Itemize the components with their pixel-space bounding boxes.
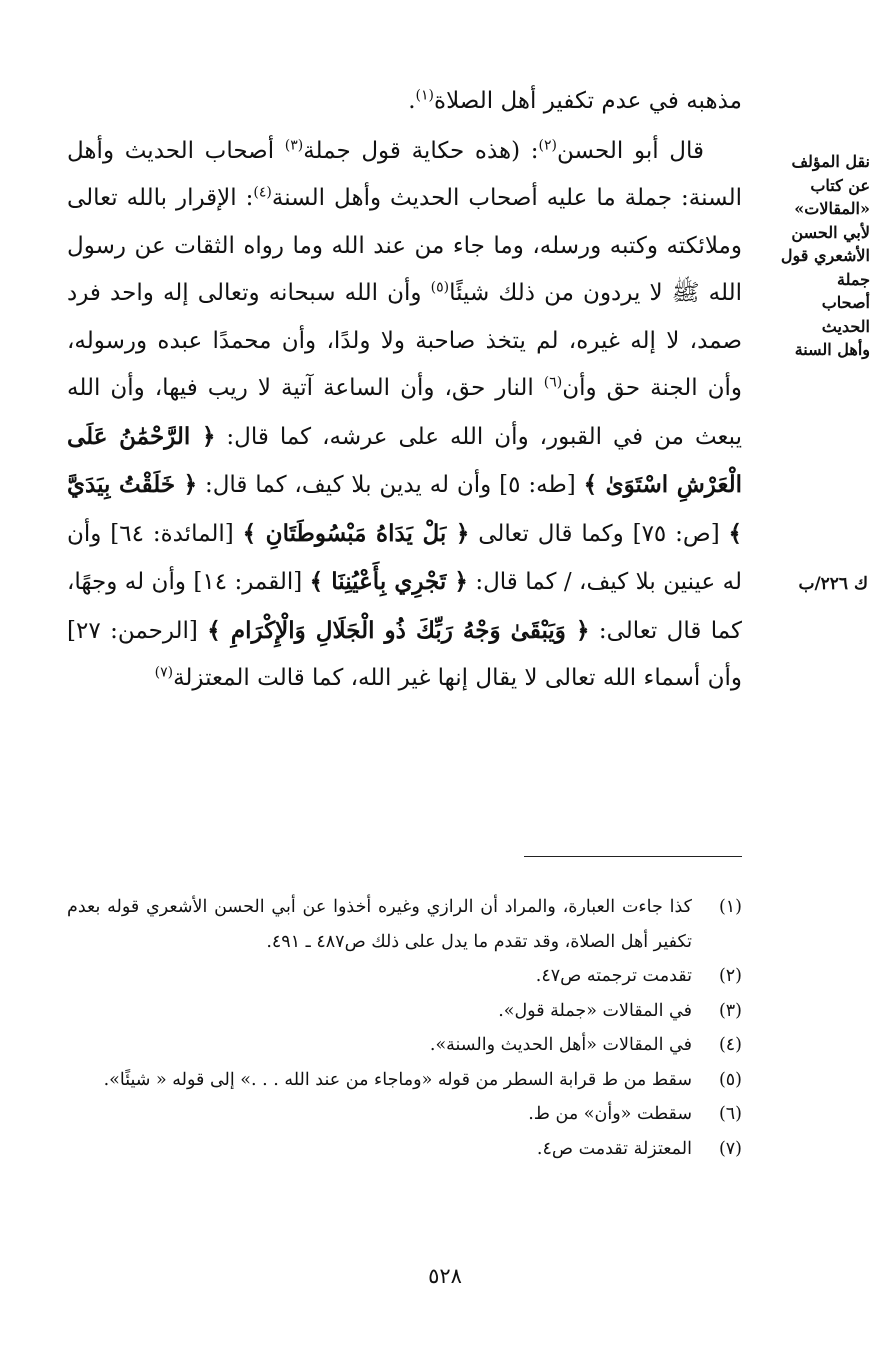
footnote <box>67 890 742 959</box>
para-ref-5: [الرحمن: ٢٧] وأن أسماء الله تعالى لا يقال إنها غير الله، كما قالت المعتزلة <box>67 617 742 691</box>
para-text-6: النار حق، وأن الساعة آتية لا ريب فيها، وأن الله يبعث من في القبور، وأن الله على عرشه، كما قال: <box>67 375 742 450</box>
para-text-5: وأن الله سبحانه وتعالى إله واحد فرد صمد، لا إله غيره، لم يتخذ صاحبة ولا ولدًا، وأن محمدًا عبده ورسوله، وأن الجنة حق وأن <box>67 280 742 401</box>
opening-text: مذهبه في عدم تكفير أهل الصلاة <box>434 88 742 114</box>
margin-note-line: لأبي الحسن <box>791 222 870 242</box>
margin-note-line: وأهل السنة <box>794 340 870 359</box>
footnotes <box>67 890 742 1166</box>
margin-note-line: عن كتاب <box>810 175 870 195</box>
footnote-number: (٦) <box>718 1104 742 1124</box>
footnote-ref-3: (٣) <box>284 136 304 153</box>
margin-note-line: «المقالات» <box>794 199 870 218</box>
opening-end: . <box>408 88 416 114</box>
footnote-text: المعتزلة تقدمت ص٤. <box>536 1138 692 1159</box>
para-text-1: قال أبو الحسن <box>557 137 704 164</box>
para-text-2: : (هذه حكاية قول جملة <box>303 137 539 164</box>
manuscript-folio-mark: ك ٢٢٦/ب <box>798 574 868 594</box>
footnote-text: في المقالات «أهل الحديث والسنة». <box>429 1035 692 1055</box>
page-number: ٥٢٨ <box>428 1264 462 1288</box>
body-paragraph <box>67 128 742 703</box>
footnote-number: (٥) <box>718 1069 742 1090</box>
footnote-number: (٢) <box>718 966 742 986</box>
quran-quote-2: ﴿ خَلَقْتُ بِيَدَيَّ ﴾ <box>67 471 743 547</box>
margin-note-line: نقل المؤلف <box>791 152 870 171</box>
margin-note-line: أصحاب <box>821 293 870 312</box>
footnote-ref-5: (٥) <box>430 279 450 296</box>
footnote-ref-4: (٤) <box>253 184 272 201</box>
quran-quote-5: ﴿ وَيَبْقَىٰ وَجْهُ رَبِّكَ ذُو الْجَلَالِ وَالْإِكْرَامِ ﴾ <box>207 616 590 644</box>
para-text-3: أصحاب الحديث وأهل السنة: جملة ما عليه أصحاب الحديث وأهل السنة <box>67 137 742 211</box>
quran-quote-1: ﴿ الرَّحْمَٰنُ عَلَى الْعَرْشِ اسْتَوَىٰ ﴾ <box>67 422 742 498</box>
footnote-ref-2: (٢) <box>538 136 558 153</box>
footnote-ref-7: (٧) <box>154 664 174 681</box>
margin-note <box>752 150 870 362</box>
main-text <box>67 78 742 703</box>
footnote <box>67 994 742 1029</box>
footnote <box>67 1097 742 1132</box>
footnote-text: تقدمت ترجمته ص٤٧. <box>535 966 692 986</box>
footnote-number: (٧) <box>718 1138 742 1159</box>
para-ref-4: [القمر: ١٤] وأن له وجهًا، كما قال تعالى: <box>67 569 742 644</box>
footnote-ref-6: (٦) <box>543 374 563 391</box>
footnote-separator <box>524 856 742 857</box>
footnote-text: سقطت «وأن» من ط. <box>528 1104 692 1124</box>
opening-line <box>67 78 742 126</box>
footnote <box>67 1132 742 1167</box>
para-ref-2: [ص: ٧٥] وكما قال تعالى <box>469 520 729 547</box>
footnote-text: سقط من ط قرابة السطر من قوله «وماجاء من عند الله . . .» إلى قوله « شيئًا». <box>103 1069 692 1090</box>
quran-quote-3: ﴿ بَلْ يَدَاهُ مَبْسُوطَتَانِ ﴾ <box>242 519 470 547</box>
margin-note-line: جملة <box>836 269 870 289</box>
footnote <box>67 1063 742 1098</box>
footnote-number: (٤) <box>718 1035 742 1055</box>
para-text-4: : الإقرار بالله تعالى وملائكته وكتبه ورسله، وما جاء من عند الله وما رواه الثقات عن رسول الله ﷺ لا يردون من ذلك شيئًا <box>67 185 742 306</box>
footnote <box>67 1028 742 1063</box>
quran-quote-4: ﴿ تَجْرِي بِأَعْيُنِنَا ﴾ <box>309 568 468 595</box>
footnote-number: (٣) <box>718 1000 742 1021</box>
para-ref-3: [المائدة: ٦٤] وأن له عينين بلا كيف، / كما قال: <box>67 520 742 595</box>
footnote-number: (١) <box>718 897 742 917</box>
footnote-text: في المقالات «جملة قول». <box>498 1000 692 1021</box>
footnote <box>67 959 742 994</box>
footnote-ref-1: (١) <box>415 87 435 104</box>
footnote-text: كذا جاءت العبارة، والمراد أن الرازي وغيره أخذوا عن أبي الحسن الأشعري قوله بعدم تكفير أهل الصلاة، وقد تقدم ما يدل على ذلك ص٤٨٧ ـ ٤٩١. <box>67 897 692 952</box>
margin-note-line: الحديث <box>821 316 870 336</box>
para-ref-1: [طه: ٥] وأن له يدين بلا كيف، كما قال: <box>197 472 584 498</box>
margin-note-line: الأشعري قول <box>780 246 870 265</box>
